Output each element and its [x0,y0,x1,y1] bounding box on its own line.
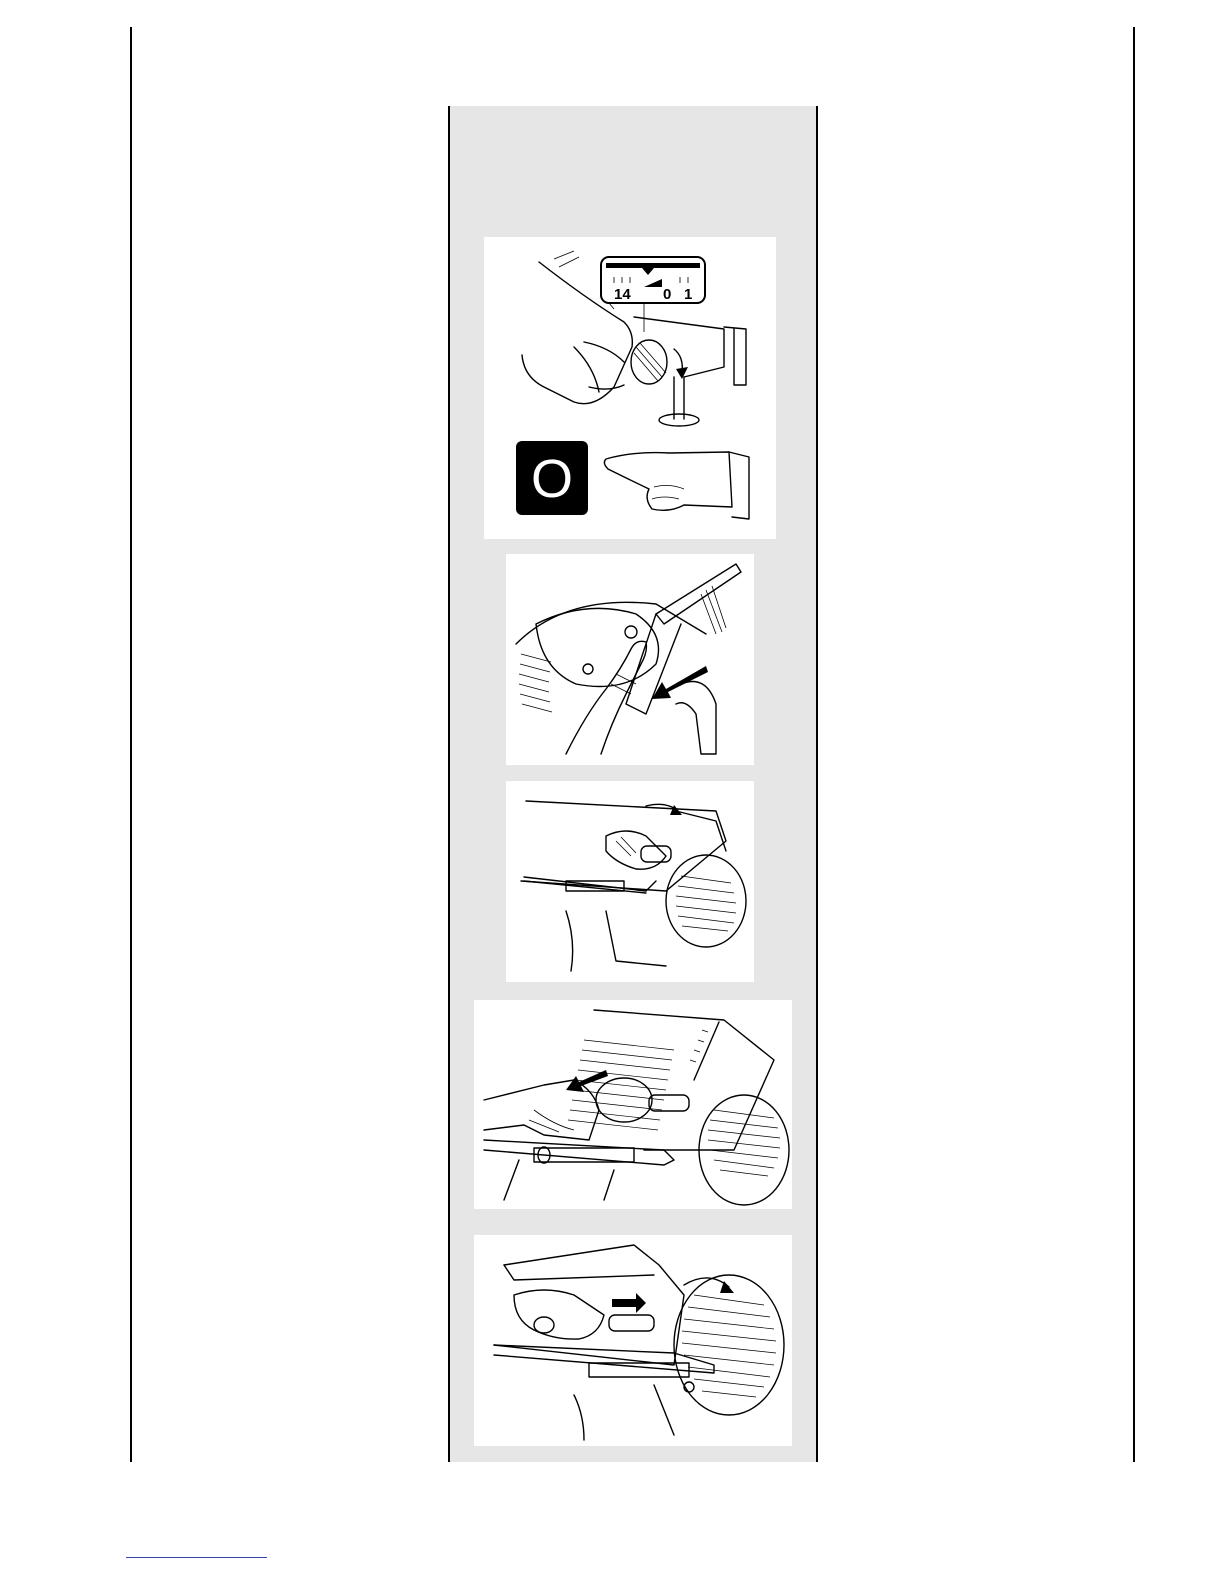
figure-thickness-dial-off [484,237,776,539]
dial-label-0: 0 [663,286,672,303]
figure-remove-guard [506,554,754,765]
figure-return-carriage [474,1235,792,1446]
figure-carriage-handle [506,781,754,982]
off-switch-icon [516,441,588,515]
right-margin-rule [1133,27,1135,1462]
figure-push-carriage [474,1000,792,1209]
dial-label-1: 1 [684,286,693,303]
pointing-hand-icon [604,452,749,519]
left-margin-rule [130,27,132,1462]
off-symbol-label: O [530,449,574,509]
footer-rule [126,1557,267,1558]
dial-label-14: 14 [614,286,631,303]
